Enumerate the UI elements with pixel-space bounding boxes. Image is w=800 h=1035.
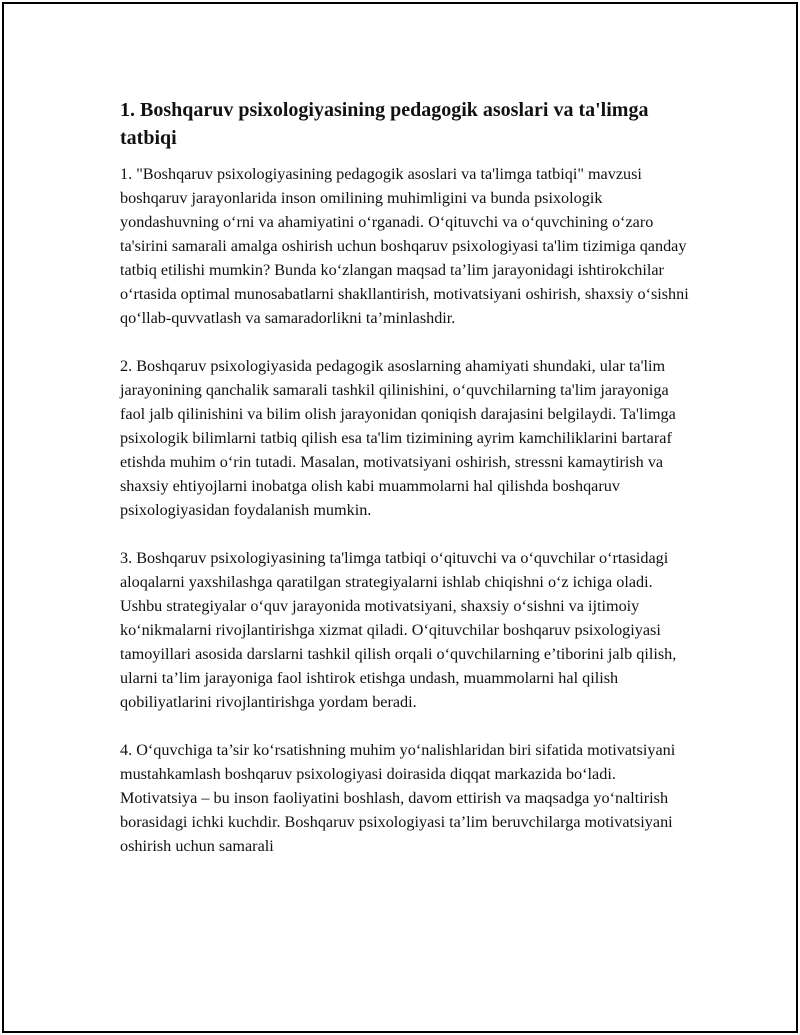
paragraph-3: 3. Boshqaruv psixologiyasining ta'limga tatbiqi o‘qituvchi va o‘quvchilar o‘rtasidagi aloqalarni yaxshilashga qaratilgan strategiyalarni ishlab chiqishni o‘z ichiga oladi. Ushbu strategiyalar o‘quv jarayonida motivatsiyani, shaxsiy o‘sishni va ijtimoiy ko‘nikmalarni rivojlantirishga xizmat qiladi. O‘qituvchilar boshqaruv psixologiyasi tamoyillari asosida darslarni tashkil qilish orqali o‘quvchilarning e’tiborini jalb qilish, ularni ta’lim jarayoniga faol ishtirok etishga undash, muammolarni hal qilish qobiliyatlarini rivojlantirishga yordam beradi.: [120, 549, 677, 711]
document-title: 1. Boshqaruv psixologiyasining pedagogik asoslari va ta'limga tatbiqi: [120, 99, 649, 149]
document-body: [120, 96, 692, 858]
paragraph-1: 1. "Boshqaruv psixologiyasining pedagogik asoslari va ta'limga tatbiqi" mavzusi boshqaruv jarayonlarida inson omilining muhimligini va bunda psixologik yondashuvning o‘rni va ahamiyatini o‘rganadi. O‘qituvchi va o‘quvchining o‘zaro ta'sirini samarali amalga oshirish uchun boshqaruv psixologiyasi ta'lim tizimiga qanday tatbiq etilishi mumkin? Bunda ko‘zlangan maqsad ta’lim jarayonidagi ishtirokchilar o‘rtasida optimal munosabatlarni shakllantirish, motivatsiyani oshirish, shaxsiy o‘sishni qo‘llab-quvvatlash va samaradorlikni ta’minlashdir.: [120, 165, 689, 327]
paragraph-4: 4. O‘quvchiga ta’sir ko‘rsatishning muhim yo‘nalishlaridan biri sifatida motivatsiyani mustahkamlash boshqaruv psixologiyasi doirasida diqqat markazida bo‘ladi. Motivatsiya – bu inson faoliyatini boshlash, davom ettirish va maqsadga yo‘naltirish borasidagi ichki kuchdir. Boshqaruv psixologiyasi ta’lim beruvchilarga motivatsiyani oshirish uchun samarali: [120, 741, 676, 855]
page-frame: [2, 2, 798, 1033]
paragraph-2: 2. Boshqaruv psixologiyasida pedagogik asoslarning ahamiyati shundaki, ular ta'lim jarayonining qanchalik samarali tashkil qilinishini, o‘quvchilarning ta'lim jarayoniga faol jalb qilinishini va bilim olish jarayonidan qoniqish darajasini belgilaydi. Ta'limga psixologik bilimlarni tatbiq qilish esa ta'lim tizimining ayrim kamchiliklarini bartaraf etishda muhim o‘rin tutadi. Masalan, motivatsiyani oshirish, stressni kamaytirish va shaxsiy ehtiyojlarni inobatga olish kabi muammolarni hal qilishda boshqaruv psixologiyasidan foydalanish mumkin.: [120, 357, 676, 519]
